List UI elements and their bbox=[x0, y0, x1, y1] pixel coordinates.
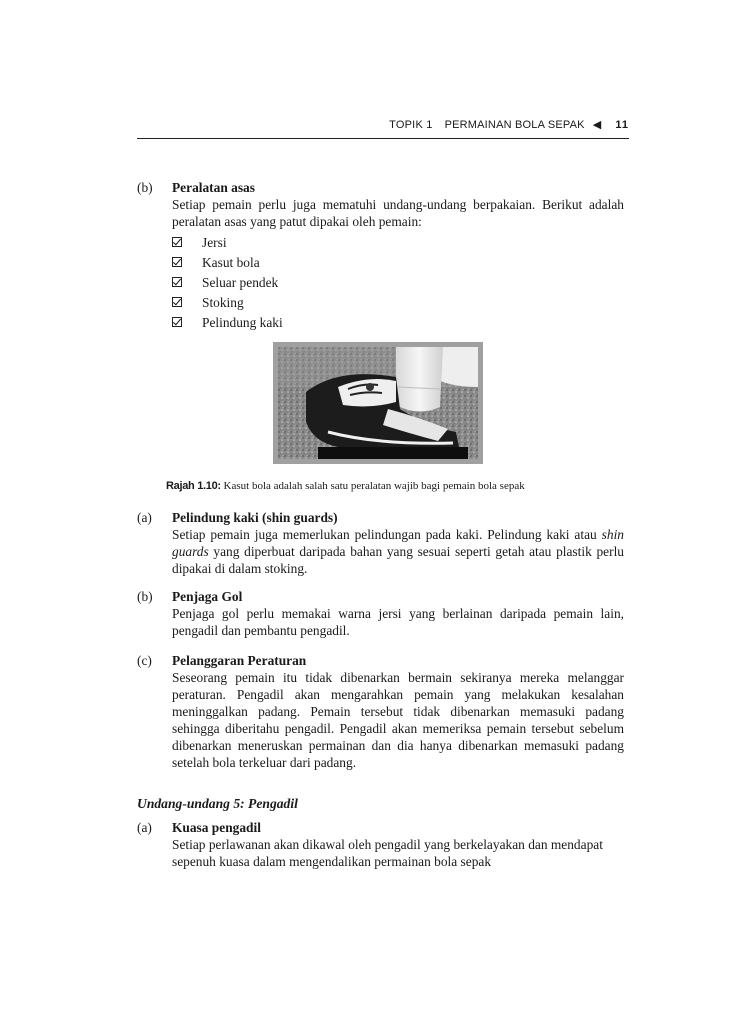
checklist-label: Stoking bbox=[202, 294, 244, 310]
checkbox-icon bbox=[172, 277, 182, 287]
section-heading: Penjaga Gol bbox=[172, 589, 243, 604]
section-heading: Peralatan asas bbox=[172, 180, 255, 195]
checklist-item bbox=[172, 252, 624, 272]
item-letter: (c) bbox=[137, 653, 152, 668]
figure-caption bbox=[166, 480, 525, 492]
body-italic-term: shin guards bbox=[172, 527, 624, 559]
section-body: Penjaga gol perlu memakai warna jersi yang berlainan daripada pemain lain, pengadil dan pembantu pengadil. bbox=[172, 606, 624, 638]
section-heading: Kuasa pengadil bbox=[172, 820, 261, 835]
section-violation bbox=[137, 652, 624, 771]
item-letter: (b) bbox=[137, 589, 153, 604]
left-arrow-icon: ◀ bbox=[592, 119, 602, 131]
section-body: Seseorang pemain itu tidak dibenarkan bermain sekiranya mereka melanggar peraturan. Pengadil akan mengarahkan pemain yang melakukan kesalahan meninggalkan padang. Pemain tersebut tidak dibenarkan memasuki padang sehingga diberitahu pengadil. Pengadil akan memeriksa pemain tersebut sebelum dibenarkan meneruskan permainan dan dia hanya dibenarkan memasuki padang setelah bola terkeluar dari padang. bbox=[172, 670, 624, 770]
figure-photo-frame bbox=[273, 342, 483, 464]
item-letter: (a) bbox=[137, 820, 152, 835]
equipment-checklist bbox=[172, 232, 624, 332]
checkbox-icon bbox=[172, 317, 182, 327]
section-shin-guards bbox=[137, 509, 624, 577]
page-number: 11 bbox=[615, 118, 629, 131]
checkbox-icon bbox=[172, 297, 182, 307]
section-referee-power bbox=[137, 819, 624, 870]
section-equipment bbox=[137, 179, 624, 332]
header-text bbox=[389, 118, 629, 131]
checklist-label: Pelindung kaki bbox=[202, 314, 283, 330]
header-topic: TOPIK 1 bbox=[389, 118, 433, 131]
football-boot-photo bbox=[278, 347, 478, 459]
section-heading: Pelanggaran Peraturan bbox=[172, 653, 307, 668]
law-title: Undang-undang 5: Pengadil bbox=[137, 796, 298, 811]
checklist-item bbox=[172, 272, 624, 292]
section-body: Setiap pemain perlu juga mematuhi undang-undang berpakaian. Berikut adalah peralatan asas yang patut dipakai oleh pemain: bbox=[172, 197, 624, 229]
item-letter: (b) bbox=[137, 180, 153, 195]
header-title: PERMAINAN BOLA SEPAK bbox=[444, 118, 585, 131]
item-letter: (a) bbox=[137, 510, 152, 525]
checklist-label: Kasut bola bbox=[202, 254, 260, 270]
body-text: Setiap pemain juga memerlukan pelindungan pada kaki. Pelindung kaki atau bbox=[172, 527, 602, 542]
checklist-item bbox=[172, 292, 624, 312]
body-text: yang diperbuat daripada bahan yang sesuai seperti getah atau plastik perlu dipakai di dalam stoking. bbox=[172, 544, 624, 576]
checklist-item bbox=[172, 232, 624, 252]
checklist-label: Jersi bbox=[202, 234, 227, 250]
checkbox-icon bbox=[172, 257, 182, 267]
section-heading: Pelindung kaki (shin guards) bbox=[172, 510, 338, 525]
figure-caption-text: Kasut bola adalah salah satu peralatan wajib bagi pemain bola sepak bbox=[223, 480, 525, 492]
section-body: Setiap perlawanan akan dikawal oleh pengadil yang berkelayakan dan mendapat sepenuh kuasa dalam mengendalikan permainan bola sepak bbox=[172, 837, 603, 869]
section-goalkeeper bbox=[137, 588, 624, 639]
checkbox-icon bbox=[172, 237, 182, 247]
checklist-item bbox=[172, 312, 624, 332]
page-header bbox=[137, 118, 629, 139]
checklist-label: Seluar pendek bbox=[202, 274, 279, 290]
section-body bbox=[172, 526, 624, 577]
figure-label: Rajah 1.10: bbox=[166, 480, 221, 492]
